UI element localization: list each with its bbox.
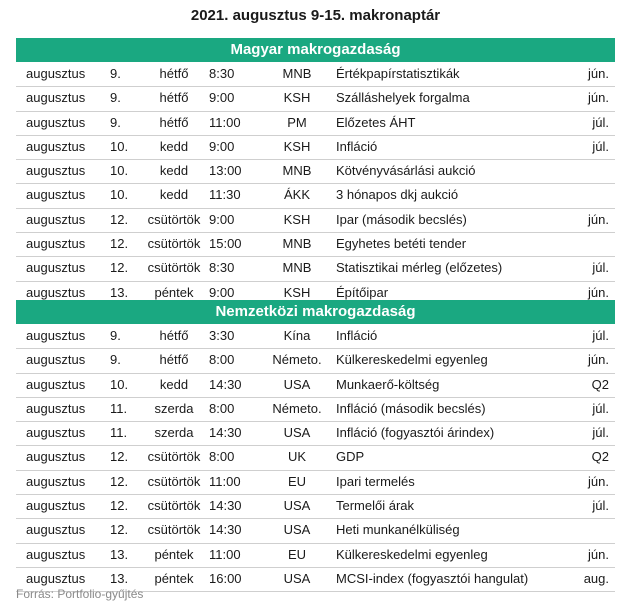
weekday-cell: hétfő — [159, 114, 189, 130]
period-cell: júl. — [592, 400, 609, 416]
table-row — [16, 398, 615, 422]
day-cell: 13. — [110, 570, 129, 586]
period-cell: jún. — [588, 90, 609, 106]
period-cell: júl. — [592, 498, 609, 514]
weekday-cell: kedd — [159, 138, 189, 154]
event-cell: Ipari termelés — [336, 473, 415, 489]
time-cell: 15:00 — [209, 236, 242, 252]
period-cell: jún. — [588, 546, 609, 562]
weekday-cell: péntek — [154, 284, 194, 300]
event-cell: Munkaerő-költség — [336, 376, 440, 392]
event-cell: Infláció (fogyasztói árindex) — [336, 425, 495, 441]
period-cell: júl. — [592, 138, 609, 154]
source-cell: MNB — [282, 66, 312, 81]
month-cell: augusztus — [26, 352, 86, 368]
time-cell: 9:00 — [209, 138, 235, 154]
day-cell: 12. — [110, 260, 129, 276]
table-row — [16, 446, 615, 470]
period-cell: jún. — [588, 473, 609, 489]
section-heading-hungarian: Magyar makrogazdaság — [16, 38, 615, 62]
table-row — [16, 422, 615, 446]
table-row — [16, 495, 615, 519]
weekday-cell: hétfő — [159, 352, 189, 368]
table-row — [16, 257, 615, 281]
table-row — [16, 87, 615, 111]
weekday-cell: csütörtök — [147, 260, 201, 276]
event-cell: Statisztikai mérleg (előzetes) — [336, 260, 503, 276]
time-cell: 11:00 — [209, 114, 241, 130]
weekday-cell: csütörtök — [147, 236, 201, 252]
source-cell: USA — [283, 425, 311, 441]
month-cell: augusztus — [26, 473, 86, 489]
event-cell: Szálláshelyek forgalma — [336, 90, 470, 106]
day-cell: 12. — [110, 449, 129, 465]
month-cell: augusztus — [26, 138, 86, 154]
weekday-cell: csütörtök — [147, 473, 201, 489]
weekday-cell: péntek — [154, 546, 194, 562]
month-cell: augusztus — [26, 114, 86, 130]
event-cell: Infláció (második becslés) — [336, 400, 486, 416]
period-cell: júl. — [592, 260, 609, 276]
page-title: 2021. augusztus 9-15. makronaptár — [190, 7, 441, 24]
source-cell: Németo. — [272, 400, 322, 416]
source-cell: Kína — [283, 328, 311, 343]
event-cell: GDP — [336, 449, 365, 465]
table-row — [16, 471, 615, 495]
table-row — [16, 112, 615, 136]
month-cell: augusztus — [26, 546, 86, 562]
month-cell: augusztus — [26, 163, 86, 179]
month-cell: augusztus — [26, 236, 86, 252]
day-cell: 12. — [110, 522, 129, 538]
time-cell: 13:00 — [209, 163, 242, 179]
time-cell: 8:30 — [209, 66, 235, 81]
month-cell: augusztus — [26, 187, 86, 203]
table-row — [16, 325, 615, 349]
day-cell: 10. — [110, 376, 129, 392]
table-row — [16, 136, 615, 160]
source-cell: KSH — [283, 284, 311, 300]
source-cell: USA — [283, 498, 311, 514]
table-hungarian — [16, 63, 615, 306]
month-cell: augusztus — [26, 498, 86, 514]
month-cell: augusztus — [26, 328, 86, 343]
event-cell: Külkereskedelmi egyenleg — [336, 352, 488, 368]
event-cell: Heti munkanélküliség — [336, 522, 460, 538]
time-cell: 11:00 — [209, 473, 241, 489]
weekday-cell: csütörtök — [147, 211, 201, 227]
time-cell: 9:00 — [209, 90, 235, 106]
day-cell: 12. — [110, 473, 129, 489]
time-cell: 8:00 — [209, 449, 235, 465]
time-cell: 9:00 — [209, 211, 235, 227]
event-cell: Infláció — [336, 328, 378, 343]
period-cell: aug. — [583, 570, 609, 586]
day-cell: 9. — [110, 66, 121, 81]
period-cell: jún. — [588, 352, 609, 368]
source-cell: EU — [287, 473, 307, 489]
day-cell: 9. — [110, 90, 121, 106]
event-cell: 3 hónapos dkj aukció — [336, 187, 459, 203]
table-row — [16, 233, 615, 257]
table-row — [16, 63, 615, 87]
section-heading-international: Nemzetközi makrogazdaság — [16, 300, 615, 324]
day-cell: 10. — [110, 187, 129, 203]
weekday-cell: péntek — [154, 570, 194, 586]
weekday-cell: kedd — [159, 163, 189, 179]
table-row — [16, 519, 615, 543]
day-cell: 9. — [110, 114, 121, 130]
event-cell: Kötvényvásárlási aukció — [336, 163, 476, 179]
period-cell: jún. — [588, 66, 609, 81]
month-cell: augusztus — [26, 66, 86, 81]
source-cell: USA — [283, 570, 311, 586]
period-cell: jún. — [588, 284, 609, 300]
time-cell: 14:30 — [209, 376, 242, 392]
source-cell: Németo. — [272, 352, 322, 368]
day-cell: 9. — [110, 328, 121, 343]
time-cell: 11:00 — [209, 546, 241, 562]
time-cell: 9:00 — [209, 284, 235, 300]
period-cell: Q2 — [591, 449, 609, 465]
day-cell: 9. — [110, 352, 121, 368]
day-cell: 12. — [110, 236, 129, 252]
day-cell: 12. — [110, 211, 129, 227]
weekday-cell: hétfő — [159, 90, 189, 106]
table-row — [16, 184, 615, 208]
period-cell: Q2 — [591, 376, 609, 392]
time-cell: 14:30 — [209, 522, 242, 538]
event-cell: Egyhetes betéti tender — [336, 236, 467, 252]
event-cell: Értékpapírstatisztikák — [336, 66, 460, 81]
weekday-cell: kedd — [159, 376, 189, 392]
weekday-cell: szerda — [154, 425, 194, 441]
month-cell: augusztus — [26, 522, 86, 538]
source-cell: PM — [287, 114, 307, 130]
event-cell: Építőipar — [336, 284, 389, 300]
source-cell: ÁKK — [283, 187, 310, 203]
source-note: Forrás: Portfolio-gyűjtés — [16, 587, 144, 601]
month-cell: augusztus — [26, 570, 86, 586]
event-cell: Külkereskedelmi egyenleg — [336, 546, 488, 562]
source-cell: MNB — [282, 236, 312, 252]
source-cell: UK — [287, 449, 307, 465]
table-row — [16, 544, 615, 568]
time-cell: 8:00 — [209, 352, 235, 368]
time-cell: 16:00 — [209, 570, 242, 586]
source-cell: KSH — [283, 211, 311, 227]
weekday-cell: szerda — [154, 400, 194, 416]
month-cell: augusztus — [26, 211, 86, 227]
table-row — [16, 160, 615, 184]
event-cell: Előzetes ÁHT — [336, 114, 416, 130]
month-cell: augusztus — [26, 90, 86, 106]
month-cell: augusztus — [26, 376, 86, 392]
time-cell: 14:30 — [209, 425, 242, 441]
source-cell: MNB — [282, 163, 312, 179]
source-cell: USA — [283, 376, 311, 392]
weekday-cell: kedd — [159, 187, 189, 203]
day-cell: 11. — [110, 400, 128, 416]
source-cell: USA — [283, 522, 311, 538]
time-cell: 11:30 — [209, 187, 241, 203]
event-cell: Ipar (második becslés) — [336, 211, 467, 227]
source-cell: EU — [287, 546, 307, 562]
weekday-cell: csütörtök — [147, 522, 201, 538]
weekday-cell: csütörtök — [147, 498, 201, 514]
month-cell: augusztus — [26, 400, 86, 416]
weekday-cell: hétfő — [159, 66, 189, 81]
source-cell: KSH — [283, 138, 311, 154]
day-cell: 13. — [110, 546, 129, 562]
time-cell: 8:00 — [209, 400, 235, 416]
event-cell: Termelői árak — [336, 498, 415, 514]
table-row — [16, 209, 615, 233]
event-cell: MCSI-index (fogyasztói hangulat) — [336, 570, 529, 586]
time-cell: 8:30 — [209, 260, 235, 276]
table-row — [16, 374, 615, 398]
month-cell: augusztus — [26, 425, 86, 441]
time-cell: 14:30 — [209, 498, 242, 514]
time-cell: 3:30 — [209, 328, 235, 343]
weekday-cell: hétfő — [159, 328, 189, 343]
day-cell: 10. — [110, 138, 129, 154]
day-cell: 10. — [110, 163, 129, 179]
source-cell: MNB — [282, 260, 312, 276]
day-cell: 13. — [110, 284, 129, 300]
period-cell: júl. — [592, 114, 609, 130]
source-cell: KSH — [283, 90, 311, 106]
month-cell: augusztus — [26, 449, 86, 465]
table-row — [16, 349, 615, 373]
period-cell: júl. — [592, 328, 609, 343]
period-cell: júl. — [592, 425, 609, 441]
event-cell: Infláció — [336, 138, 378, 154]
day-cell: 12. — [110, 498, 129, 514]
month-cell: augusztus — [26, 284, 86, 300]
month-cell: augusztus — [26, 260, 86, 276]
period-cell: jún. — [588, 211, 609, 227]
table-international — [16, 325, 615, 592]
day-cell: 11. — [110, 425, 128, 441]
weekday-cell: csütörtök — [147, 449, 201, 465]
